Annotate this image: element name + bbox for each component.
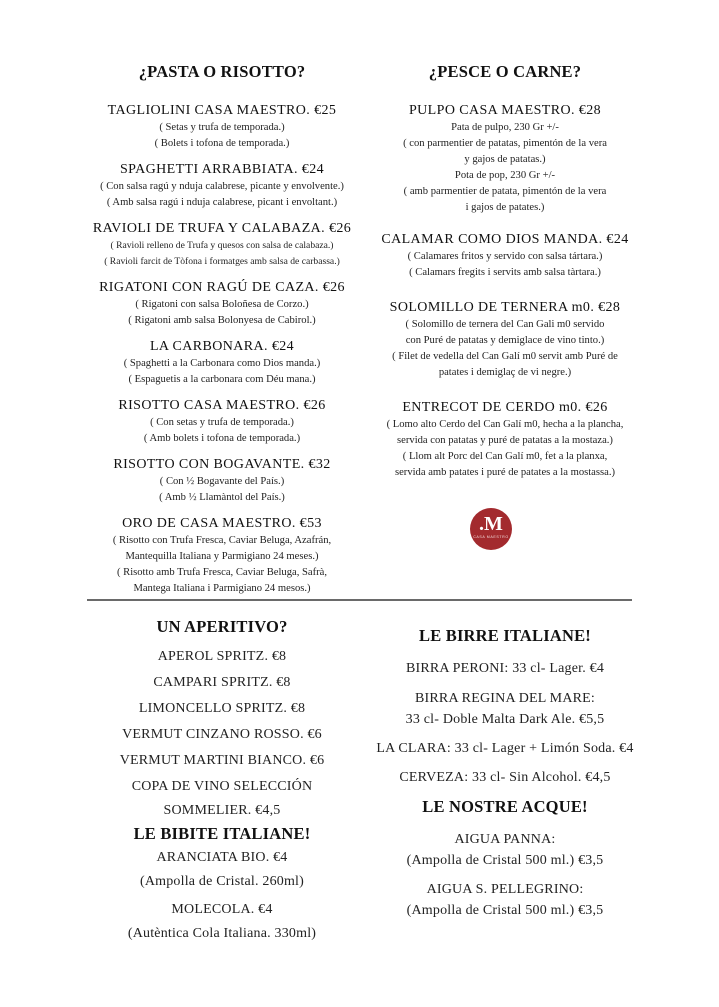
item-title: TAGLIOLINI CASA MAESTRO. €25 — [107, 103, 337, 118]
item-title: SOLOMILLO DE TERNERA m0. €28 — [389, 300, 621, 315]
item-title: CALAMAR COMO DIOS MANDA. €24 — [381, 232, 629, 247]
casa-maestro-logo — [470, 508, 512, 550]
section-heading: LE NOSTRE ACQUE! — [422, 797, 588, 816]
item-desc: ( Con salsa ragú y nduja calabrese, picante y envolvente.) — [100, 181, 344, 192]
menu-item — [82, 338, 362, 388]
item-desc: ( Risotto con Trufa Fresca, Caviar Beluga, Azafrán, — [112, 535, 332, 546]
item-title: RISOTTO CASA MAESTRO. €26 — [118, 398, 326, 413]
item-desc: Mantequilla Italiana y Parmigiano 24 meses.) — [125, 551, 319, 562]
section-heading: LE BIBITE ITALIANE! — [133, 824, 311, 843]
drink-item: APEROL SPRITZ. €8 — [157, 649, 287, 664]
drink-item: LA CLARA: 33 cl- Lager + Limón Soda. €4 — [376, 741, 634, 756]
item-desc: ( Rigatoni con salsa Boloñesa de Corzo.) — [135, 299, 309, 310]
item-desc: ( Filet de vedella del Can Galí m0 servit amb Puré de — [392, 351, 618, 362]
item-desc: servida amb patates i puré de patates a la mostassa.) — [394, 467, 616, 478]
item-title: RISOTTO CON BOGAVANTE. €32 — [113, 457, 331, 472]
item-desc: ( Calamars fregits i servits amb salsa tàrtara.) — [409, 267, 601, 278]
item-desc: ( Setas y trufa de temporada.) — [159, 122, 285, 133]
item-desc: ( Ravioli farcit de Tòfona i formatges amb salsa de carbassa.) — [104, 256, 340, 267]
drink-item: MOLECOLA. €4 — [171, 902, 273, 917]
item-desc: ( Spaghetti a la Carbonara como Dios manda.) — [123, 358, 321, 369]
drink-item: CAMPARI SPRITZ. €8 — [153, 675, 291, 690]
drink-item: BIRRA PERONI: 33 cl- Lager. €4 — [405, 661, 605, 676]
item-desc: ( con parmentier de patatas, pimentón de la vera — [403, 138, 607, 149]
item-desc: ( Calamares fritos y servido con salsa tártara.) — [407, 251, 603, 262]
drink-item: (Ampolla de Cristal 500 ml.) €3,5 — [406, 903, 604, 918]
item-desc: ( Espaguetis a la carbonara com Déu mana.) — [128, 374, 316, 385]
drink-item: COPA DE VINO SELECCIÓN — [131, 779, 313, 794]
menu-item — [365, 399, 645, 481]
item-title: ORO DE CASA MAESTRO. €53 — [122, 516, 322, 531]
item-desc: ( Con setas y trufa de temporada.) — [150, 417, 294, 428]
menu-item — [82, 220, 362, 270]
drink-item: (Autèntica Cola Italiana. 330ml) — [127, 926, 317, 941]
section-divider — [87, 599, 632, 601]
item-desc: ( Llom alt Porc del Can Galí m0, fet a la planxa, — [402, 451, 608, 462]
item-title: RAVIOLI DE TRUFA Y CALABAZA. €26 — [92, 221, 352, 236]
item-desc: ( Ravioli relleno de Trufa y quesos con salsa de calabaza.) — [110, 240, 334, 251]
logo-name: CASA MAESTRO — [473, 535, 509, 539]
drink-item: AIGUA PANNA: — [454, 832, 556, 847]
item-desc: ( Risotto amb Trufa Fresca, Caviar Beluga, Safrà, — [116, 567, 328, 578]
drink-item: VERMUT MARTINI BIANCO. €6 — [119, 753, 325, 768]
drink-item: VERMUT CINZANO ROSSO. €6 — [122, 727, 322, 742]
menu-item — [82, 456, 362, 506]
pasta-section — [82, 62, 362, 597]
menu-item — [365, 299, 645, 381]
drink-item: LIMONCELLO SPRITZ. €8 — [138, 701, 306, 716]
drink-item: CERVEZA: 33 cl- Sin Alcohol. €4,5 — [399, 770, 611, 785]
drink-item: ARANCIATA BIO. €4 — [156, 850, 288, 865]
menu-item — [82, 397, 362, 447]
item-title: SPAGHETTI ARRABBIATA. €24 — [120, 162, 324, 177]
drink-item: BIRRA REGINA DEL MARE: — [414, 691, 596, 706]
drink-item: (Ampolla de Cristal. 260ml) — [139, 874, 305, 889]
item-desc: ( Amb ½ Llamàntol del País.) — [159, 492, 285, 503]
menu-item — [82, 161, 362, 211]
menu-item — [82, 515, 362, 597]
section-heading: ¿PASTA O RISOTTO? — [138, 62, 306, 81]
drink-item: AIGUA S. PELLEGRINO: — [426, 882, 584, 897]
item-desc: y gajos de patatas.) — [464, 154, 546, 165]
drink-item: SOMMELIER. €4,5 — [163, 803, 281, 818]
menu-item — [365, 231, 645, 281]
menu-item — [82, 102, 362, 152]
item-title: ENTRECOT DE CERDO m0. €26 — [402, 400, 608, 415]
item-title: LA CARBONARA. €24 — [149, 339, 295, 354]
item-title: RIGATONI CON RAGÚ DE CAZA. €26 — [99, 280, 345, 295]
item-title: PULPO CASA MAESTRO. €28 — [408, 103, 601, 118]
item-desc: Pata de pulpo, 230 Gr +/- — [451, 122, 559, 133]
item-desc: patates i demiglaç de vi negre.) — [438, 367, 572, 378]
item-desc: ( Amb bolets i tofona de temporada.) — [143, 433, 301, 444]
item-desc: ( Bolets i tofona de temporada.) — [154, 138, 290, 149]
item-desc: Pota de pop, 230 Gr +/- — [454, 170, 556, 181]
item-desc: con Puré de patatas y demiglace de vino tinto.) — [405, 335, 605, 346]
pesce-section — [365, 62, 645, 481]
drink-item: 33 cl- Doble Malta Dark Ale. €5,5 — [405, 712, 605, 727]
item-desc: Mantega Italiana i Parmigiano 24 mesos.) — [133, 583, 311, 594]
item-desc: ( Con ½ Bogavante del País.) — [159, 476, 285, 487]
item-desc: i gajos de patates.) — [465, 202, 545, 213]
item-desc: ( Rigatoni amb salsa Bolonyesa de Cabirol.) — [128, 315, 316, 326]
section-heading: ¿PESCE O CARNE? — [428, 62, 582, 81]
item-desc: ( amb parmentier de patata, pimentón de la vera — [403, 186, 607, 197]
birre-section — [360, 626, 650, 921]
menu-item — [365, 102, 645, 216]
item-desc: ( Amb salsa ragú i nduja calabrese, picant i envoltant.) — [106, 197, 338, 208]
item-desc: servida con patatas y puré de patatas a la mostaza.) — [397, 435, 613, 446]
section-heading: UN APERITIVO? — [156, 617, 288, 636]
logo-letter: .M — [479, 513, 503, 535]
aperitivo-section — [82, 617, 362, 946]
menu-item — [82, 279, 362, 329]
item-desc: ( Solomillo de ternera del Can Gali m0 servido — [405, 319, 605, 330]
section-heading: LE BIRRE ITALIANE! — [419, 626, 591, 645]
item-desc: ( Lomo alto Cerdo del Can Galí m0, hecha a la plancha, — [386, 419, 624, 430]
drink-item: (Ampolla de Cristal 500 ml.) €3,5 — [406, 853, 604, 868]
